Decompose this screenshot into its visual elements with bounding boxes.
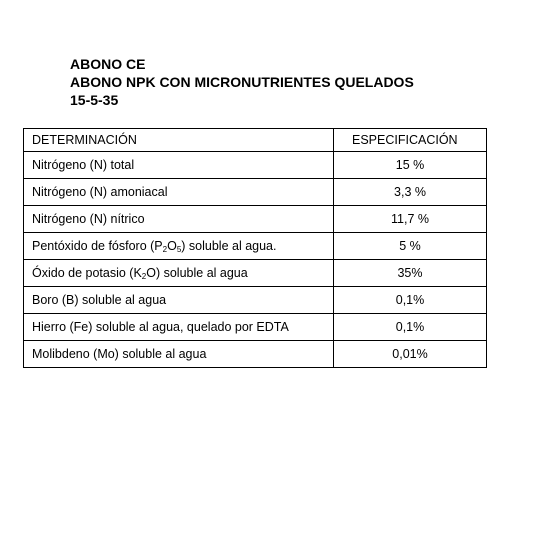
table-row bbox=[24, 260, 487, 287]
title-line-3: 15-5-35 bbox=[70, 92, 119, 108]
row-label bbox=[24, 260, 334, 287]
row-label: Molibdeno (Mo) soluble al agua bbox=[24, 341, 334, 368]
header-determination: DETERMINACIÓN bbox=[24, 129, 334, 152]
document-title bbox=[70, 55, 414, 109]
label-text-pre: Pentóxido de fósforo (P bbox=[32, 239, 163, 253]
specification-table bbox=[23, 128, 487, 368]
row-label: Nitrógeno (N) amoniacal bbox=[24, 179, 334, 206]
header-specification: ESPECIFICACIÓN bbox=[334, 129, 487, 152]
row-value: 0,1% bbox=[334, 287, 487, 314]
table-header-row bbox=[24, 129, 487, 152]
row-value: 15 % bbox=[334, 152, 487, 179]
table-row bbox=[24, 341, 487, 368]
table-row bbox=[24, 314, 487, 341]
row-value: 11,7 % bbox=[334, 206, 487, 233]
table-row bbox=[24, 287, 487, 314]
row-label: Boro (B) soluble al agua bbox=[24, 287, 334, 314]
row-value: 35% bbox=[334, 260, 487, 287]
label-text-mid: O bbox=[167, 239, 177, 253]
row-value: 0,1% bbox=[334, 314, 487, 341]
label-text-post: O) soluble al agua bbox=[146, 266, 248, 280]
subscript-2: 2 bbox=[162, 245, 168, 254]
table-row bbox=[24, 179, 487, 206]
row-label: Nitrógeno (N) total bbox=[24, 152, 334, 179]
subscript-5: 5 bbox=[176, 245, 182, 254]
title-line-2: ABONO NPK CON MICRONUTRIENTES QUELADOS bbox=[70, 74, 414, 90]
subscript-2: 2 bbox=[141, 272, 147, 281]
row-value: 5 % bbox=[334, 233, 487, 260]
row-label: Nitrógeno (N) nítrico bbox=[24, 206, 334, 233]
label-text-pre: Óxido de potasio (K bbox=[32, 266, 142, 280]
table-row bbox=[24, 233, 487, 260]
label-text-post: ) soluble al agua. bbox=[181, 239, 277, 253]
row-value: 3,3 % bbox=[334, 179, 487, 206]
row-label: Hierro (Fe) soluble al agua, quelado por EDTA bbox=[24, 314, 334, 341]
row-value: 0,01% bbox=[334, 341, 487, 368]
table-row bbox=[24, 152, 487, 179]
table-row bbox=[24, 206, 487, 233]
row-label bbox=[24, 233, 334, 260]
title-line-1: ABONO CE bbox=[70, 56, 146, 72]
